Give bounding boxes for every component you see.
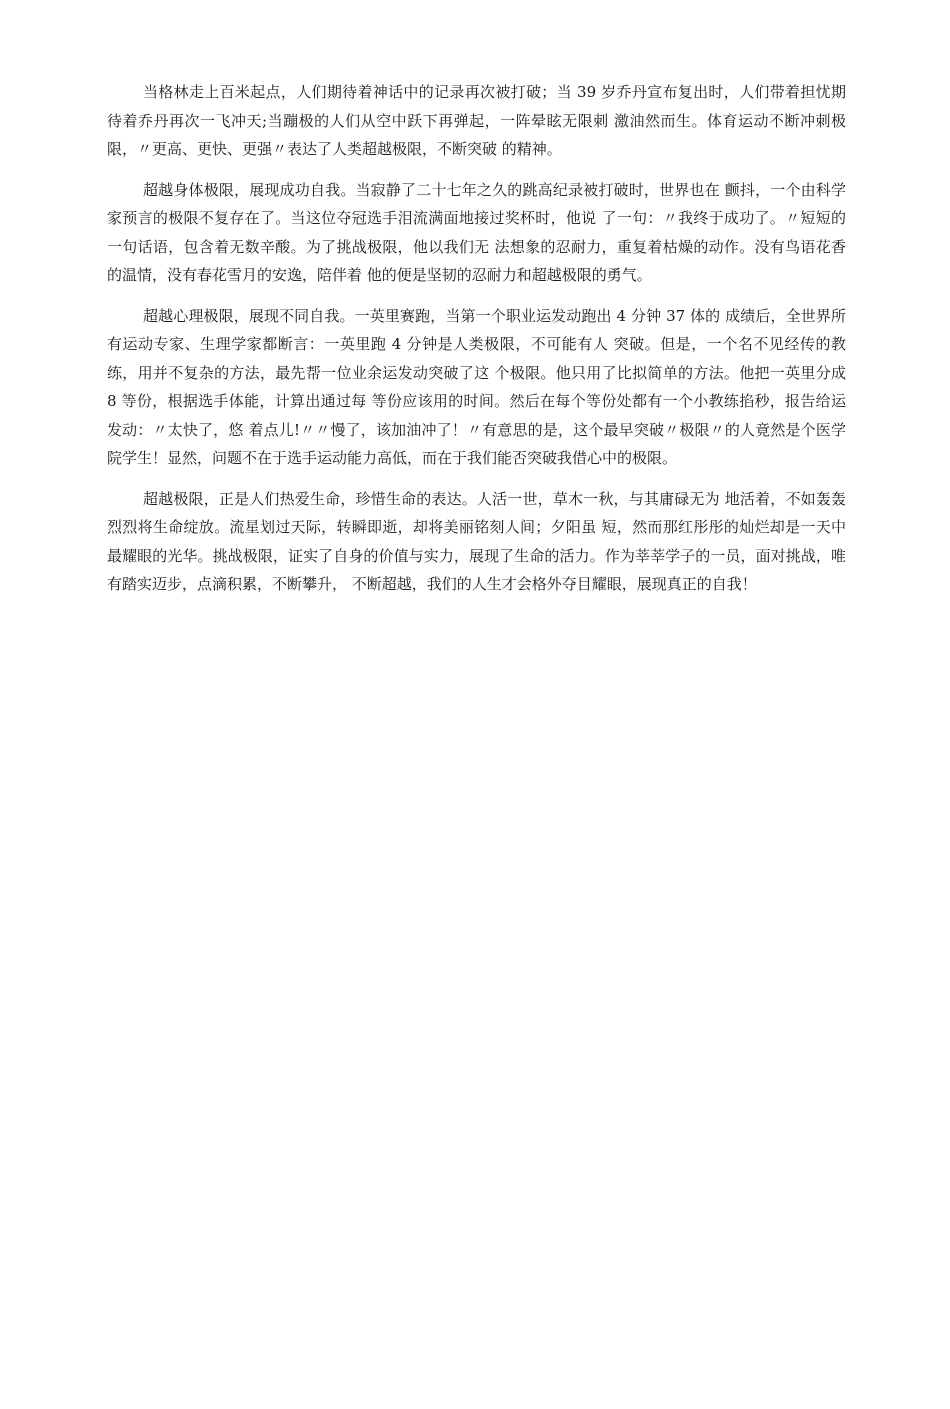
paragraph-3: 超越心理极限，展现不同自我。一英里赛跑，当第一个职业运发动跑出 4 分钟 37 体的 成绩后，全世界所有运动专家、生理学家都断言：一英里跑 4 分钟是人类极限，不可能有人 突破。但是，一个名不见经传的教练，用并不复杂的方法，最先帮一位业余运发动突破了这 个极限。他只用了比拟简单的方法。他把一英里分成 8 等份，根据选手体能，计算出通过每 等份应该用的时间。然后在每个等份处都有一个小教练掐秒，报告给运发动：〃太快了，悠 着点儿!〃〃慢了，该加油冲了！〃有意思的是，这个最早突破〃极限〃的人竟然是个医学院学生！显然，问题不在于选手运动能力高低，而在于我们能否突破我借心中的极限。: [107, 306, 846, 467]
paragraph-1: 当格林走上百米起点，人们期待着神话中的记录再次被打破；当 39 岁乔丹宣布复出时，人们带着担忧期待着乔丹再次一飞冲天;当蹦极的人们从空中跃下再弹起，一阵晕眩无限刺 激油然而生。体育运动不断冲刺极限，〃更高、更快、更强〃表达了人类超越极限，不断突破 的精神。: [107, 83, 846, 158]
paragraph-4: 超越极限，正是人们热爱生命，珍惜生命的表达。人活一世，草木一秋，与其庸碌无为 地活着，不如轰轰烈烈将生命绽放。流星划过天际，转瞬即逝，却将美丽铭刻人间；夕阳虽 短，然而那红彤彤的灿烂却是一天中最耀眼的光华。挑战极限，证实了自身的价值与实力，展现了生命的活力。作为莘莘学子的一员，面对挑战，唯有踏实迈步，点滴积累，不断攀升， 不断超越，我们的人生才会格外夺目耀眼，展现真正的自我！: [107, 489, 846, 593]
document-body: [107, 78, 846, 611]
paragraph-2: 超越身体极限，展现成功自我。当寂静了二十七年之久的跳高纪录被打破时，世界也在 颤抖，一个由科学家预言的极限不复存在了。当这位夺冠选手泪流满面地接过奖杯时，他说 了一句：〃我终于成功了。〃短短的一句话语，包含着无数辛酸。为了挑战极限，他以我们无 法想象的忍耐力，重复着枯燥的动作。没有鸟语花香的温情，没有春花雪月的安逸，陪伴着 他的便是坚韧的忍耐力和超越极限的勇气。: [107, 180, 846, 284]
